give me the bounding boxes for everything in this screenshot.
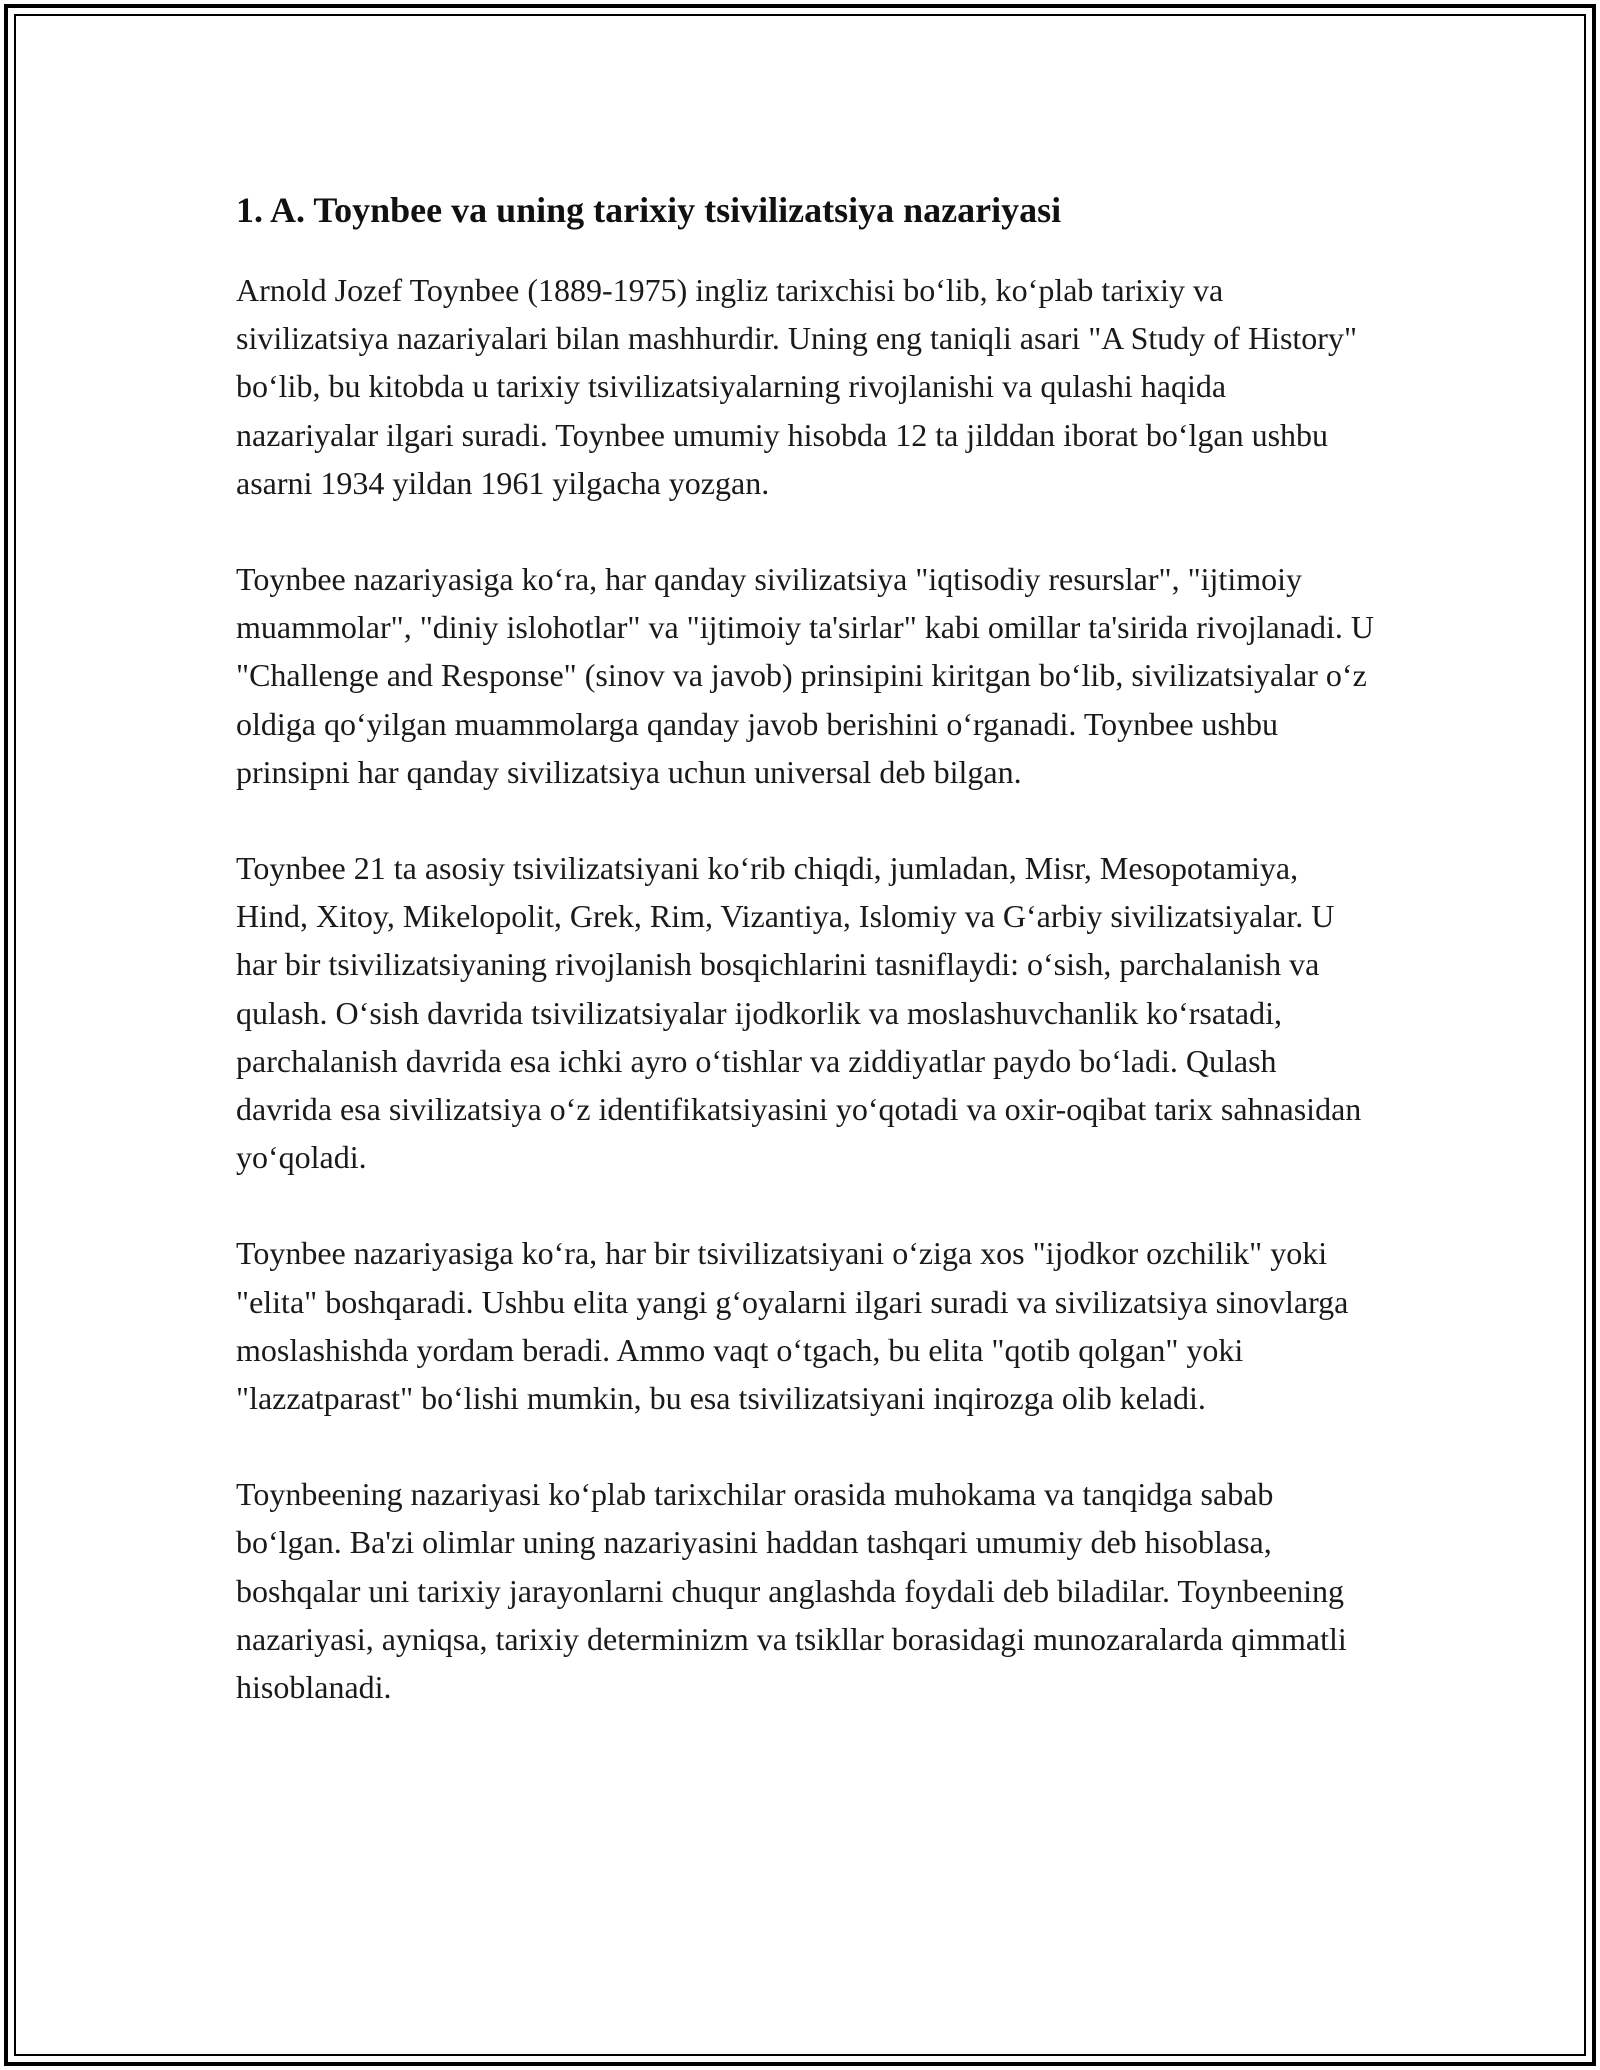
paragraph-civilizations: Toynbee 21 ta asosiy tsivilizatsiyani koʻrib chiqdi, jumladan, Misr, Mesopotamiya, Hind, Xitoy, Mikelopolit, Grek, Rim, Vizantiya, Islomiy va Gʻarbiy sivilizatsiyalar. U har bir tsivilizatsiyaning rivojlanish bosqichlarini tasniflaydi: oʻsish, parchalanish va qulash. Oʻsish davrida tsivilizatsiyalar ijodkorlik va moslashuvchanlik koʻrsatadi, parchalanish davrida esa ichki ayro oʻtishlar va ziddiyatlar paydo boʻladi. Qulash davrida esa sivilizatsiya oʻz identifikatsiyasini yoʻqotadi va oxir-oqibat tarix sahnasidan yoʻqoladi. [236, 850, 1362, 1176]
section-heading: 1. A. Toynbee va uning tarixiy tsivilizatsiya nazariyasi [236, 190, 1062, 230]
paragraph-intro: Arnold Jozef Toynbee (1889-1975) ingliz tarixchisi boʻlib, koʻplab tarixiy va sivilizatsiya nazariyalari bilan mashhurdir. Uning eng taniqli asari "A Study of History" boʻlib, bu kitobda u tarixiy tsivilizatsiyalarning rivojlanishi va qulashi haqida nazariyalar ilgari suradi. Toynbee umumiy hisobda 12 ta jilddan iborat boʻlgan ushbu asarni 1934 yildan 1961 yilgacha yozgan. [236, 272, 1358, 501]
paragraph-criticism: Toynbeening nazariyasi koʻplab tarixchilar orasida muhokama va tanqidga sabab boʻlgan. Ba'zi olimlar uning nazariyasini haddan tashqari umumiy deb hisoblasa, boshqalar uni tarixiy jarayonlarni chuqur anglashda foydali deb biladilar. Toynbeening nazariyasi, ayniqsa, tarixiy determinizm va tsikllar borasidagi munozaralarda qimmatli hisoblanadi. [236, 1476, 1347, 1706]
paragraph-elite: Toynbee nazariyasiga koʻra, har bir tsivilizatsiyani oʻziga xos "ijodkor ozchilik" yoki "elita" boshqaradi. Ushbu elita yangi gʻoyalarni ilgari suradi va sivilizatsiya sinovlarga moslashishda yordam beradi. Ammo vaqt oʻtgach, bu elita "qotib qolgan" yoki "lazzatparast" boʻlishi mumkin, bu esa tsivilizatsiyani inqirozga olib keladi. [236, 1235, 1349, 1417]
document-body [236, 186, 1376, 1759]
paragraph-challenge-response: Toynbee nazariyasiga koʻra, har qanday sivilizatsiya "iqtisodiy resurslar", "ijtimoiy muammolar", "diniy islohotlar" va "ijtimoiy ta'sirlar" kabi omillar ta'sirida rivojlanadi. U "Challenge and Response" (sinov va javob) prinsipini kiritgan boʻlib, sivilizatsiyalar oʻz oldiga qoʻyilgan muammolarga qanday javob berishini oʻrganadi. Toynbee ushbu prinsipni har qanday sivilizatsiya uchun universal deb bilgan. [236, 561, 1374, 790]
